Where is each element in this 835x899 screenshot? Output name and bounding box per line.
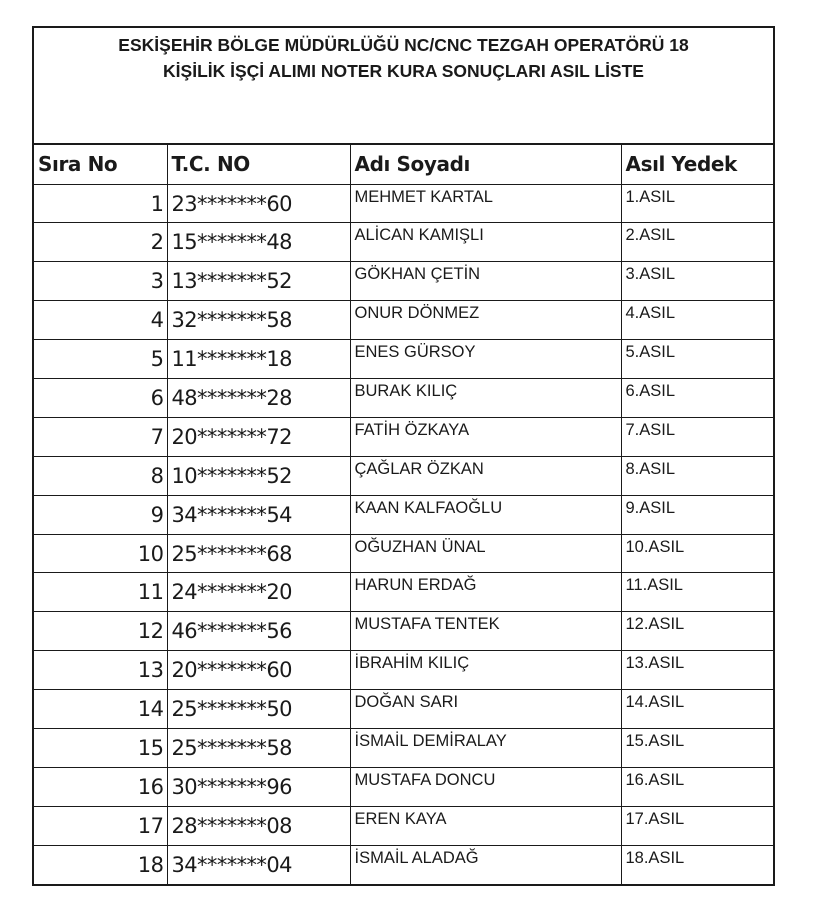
sira-no-cell: 4 <box>34 301 167 340</box>
name-cell: ALİCAN KAMIŞLI <box>350 223 621 262</box>
table-row <box>34 184 773 223</box>
sira-no-cell: 12 <box>34 612 167 651</box>
sira-no-cell: 10 <box>34 534 167 573</box>
sira-no-cell: 18 <box>34 845 167 884</box>
name-cell: ENES GÜRSOY <box>350 340 621 379</box>
tc-no-cell: 23*******60 <box>167 184 350 223</box>
table-row <box>34 612 773 651</box>
name-cell: BURAK KILIÇ <box>350 378 621 417</box>
status-cell: 10.ASIL <box>621 534 773 573</box>
tc-no-cell: 20*******72 <box>167 417 350 456</box>
name-cell: HARUN ERDAĞ <box>350 573 621 612</box>
tc-no-cell: 11*******18 <box>167 340 350 379</box>
status-cell: 17.ASIL <box>621 806 773 845</box>
tc-no-cell: 46*******56 <box>167 612 350 651</box>
results-table <box>34 145 773 884</box>
status-cell: 3.ASIL <box>621 262 773 301</box>
sira-no-cell: 8 <box>34 456 167 495</box>
status-cell: 15.ASIL <box>621 728 773 767</box>
table-row <box>34 301 773 340</box>
status-cell: 5.ASIL <box>621 340 773 379</box>
table-row <box>34 651 773 690</box>
name-cell: DOĞAN SARI <box>350 690 621 729</box>
status-cell: 13.ASIL <box>621 651 773 690</box>
status-cell: 11.ASIL <box>621 573 773 612</box>
tc-no-cell: 25*******58 <box>167 728 350 767</box>
table-row <box>34 378 773 417</box>
name-cell: MUSTAFA DONCU <box>350 767 621 806</box>
title-line-1: ESKİŞEHİR BÖLGE MÜDÜRLÜĞÜ NC/CNC TEZGAH OPERATÖRÜ 18 <box>118 35 689 55</box>
tc-no-cell: 10*******52 <box>167 456 350 495</box>
status-cell: 18.ASIL <box>621 845 773 884</box>
status-cell: 9.ASIL <box>621 495 773 534</box>
tc-no-cell: 20*******60 <box>167 651 350 690</box>
document-title <box>34 28 773 145</box>
tc-no-cell: 25*******68 <box>167 534 350 573</box>
table-row <box>34 417 773 456</box>
sira-no-cell: 5 <box>34 340 167 379</box>
sira-no-cell: 6 <box>34 378 167 417</box>
sira-no-cell: 2 <box>34 223 167 262</box>
tc-no-cell: 24*******20 <box>167 573 350 612</box>
name-cell: ONUR DÖNMEZ <box>350 301 621 340</box>
status-cell: 4.ASIL <box>621 301 773 340</box>
tc-no-cell: 48*******28 <box>167 378 350 417</box>
table-row <box>34 534 773 573</box>
status-cell: 2.ASIL <box>621 223 773 262</box>
tc-no-cell: 13*******52 <box>167 262 350 301</box>
tc-no-cell: 28*******08 <box>167 806 350 845</box>
tc-no-cell: 34*******04 <box>167 845 350 884</box>
status-cell: 8.ASIL <box>621 456 773 495</box>
sira-no-cell: 1 <box>34 184 167 223</box>
name-cell: MUSTAFA TENTEK <box>350 612 621 651</box>
tc-no-cell: 32*******58 <box>167 301 350 340</box>
tc-no-cell: 30*******96 <box>167 767 350 806</box>
sira-no-cell: 9 <box>34 495 167 534</box>
name-cell: İBRAHİM KILIÇ <box>350 651 621 690</box>
status-cell: 6.ASIL <box>621 378 773 417</box>
table-row <box>34 806 773 845</box>
table-row <box>34 262 773 301</box>
sira-no-cell: 15 <box>34 728 167 767</box>
name-cell: İSMAİL DEMİRALAY <box>350 728 621 767</box>
table-row <box>34 728 773 767</box>
name-cell: İSMAİL ALADAĞ <box>350 845 621 884</box>
tc-no-cell: 15*******48 <box>167 223 350 262</box>
table-row <box>34 845 773 884</box>
tc-no-cell: 25*******50 <box>167 690 350 729</box>
sira-no-cell: 14 <box>34 690 167 729</box>
sira-no-cell: 11 <box>34 573 167 612</box>
tc-no-cell: 34*******54 <box>167 495 350 534</box>
column-header-adi-soyadi: Adı Soyadı <box>350 145 621 184</box>
status-cell: 16.ASIL <box>621 767 773 806</box>
table-header-row <box>34 145 773 184</box>
name-cell: KAAN KALFAOĞLU <box>350 495 621 534</box>
sira-no-cell: 3 <box>34 262 167 301</box>
table-row <box>34 767 773 806</box>
name-cell: OĞUZHAN ÜNAL <box>350 534 621 573</box>
sira-no-cell: 13 <box>34 651 167 690</box>
column-header-tc-no: T.C. NO <box>167 145 350 184</box>
sira-no-cell: 7 <box>34 417 167 456</box>
sira-no-cell: 16 <box>34 767 167 806</box>
name-cell: EREN KAYA <box>350 806 621 845</box>
column-header-sira-no: Sıra No <box>34 145 167 184</box>
table-row <box>34 690 773 729</box>
name-cell: MEHMET KARTAL <box>350 184 621 223</box>
table-row <box>34 456 773 495</box>
table-row <box>34 223 773 262</box>
title-line-2: KİŞİLİK İŞÇİ ALIMI NOTER KURA SONUÇLARI ASIL LİSTE <box>163 61 644 81</box>
table-row <box>34 495 773 534</box>
sira-no-cell: 17 <box>34 806 167 845</box>
status-cell: 12.ASIL <box>621 612 773 651</box>
status-cell: 7.ASIL <box>621 417 773 456</box>
column-header-asil-yedek: Asıl Yedek <box>621 145 773 184</box>
results-document <box>32 26 775 886</box>
table-row <box>34 340 773 379</box>
status-cell: 14.ASIL <box>621 690 773 729</box>
table-row <box>34 573 773 612</box>
status-cell: 1.ASIL <box>621 184 773 223</box>
name-cell: FATİH ÖZKAYA <box>350 417 621 456</box>
name-cell: ÇAĞLAR ÖZKAN <box>350 456 621 495</box>
name-cell: GÖKHAN ÇETİN <box>350 262 621 301</box>
